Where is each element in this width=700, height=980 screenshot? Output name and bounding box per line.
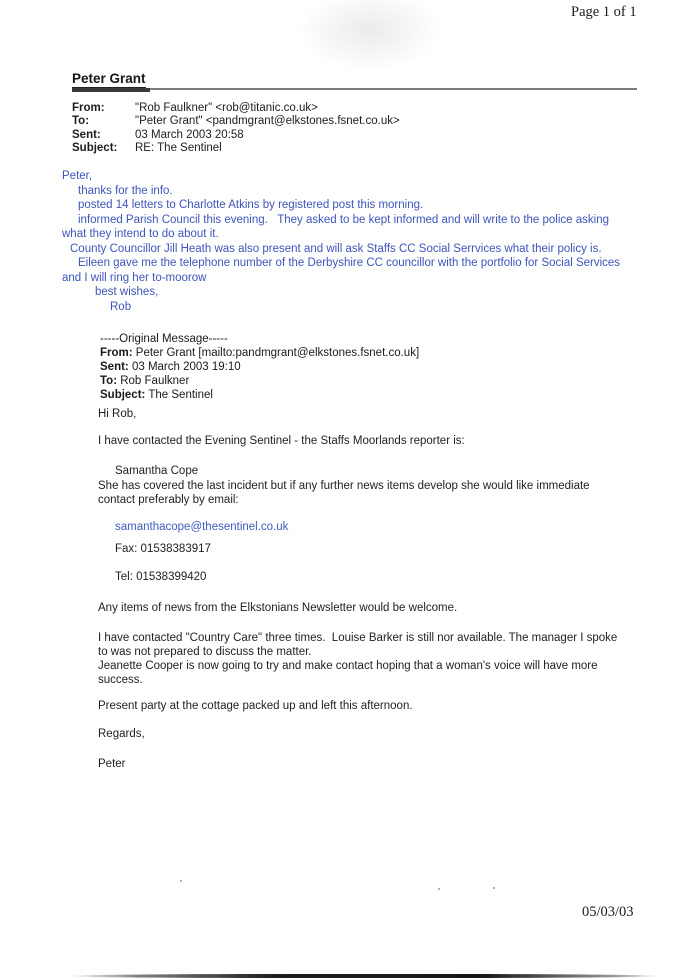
scan-smudge xyxy=(295,0,445,73)
sender-name: Peter Grant xyxy=(72,71,146,86)
original-field-row xyxy=(100,374,419,388)
field-value-sent: 03 March 2003 19:10 xyxy=(131,361,241,373)
field-value-subject: RE: The Sentinel xyxy=(135,142,222,155)
scan-speck xyxy=(438,888,440,890)
original-field-row xyxy=(100,388,419,402)
field-label-subject: Subject: xyxy=(72,142,118,155)
reply-line: thanks for the info. xyxy=(78,184,173,197)
field-value-sent: 03 March 2003 20:58 xyxy=(135,128,244,141)
reply-line: Eileen gave me the telephone number of the Derbyshire CC councillor with the portfolio for Social Services xyxy=(78,257,621,269)
body-line: I have contacted "Country Care" three times. Louise Barker is still nor available. The manager I spoke xyxy=(98,631,618,644)
header-field-row xyxy=(72,142,400,155)
original-field-row xyxy=(100,360,419,374)
field-label-from: From: xyxy=(100,347,133,359)
original-message-header xyxy=(100,332,419,402)
body-line: Samantha Cope xyxy=(115,465,199,478)
body-line-fax: Fax: 01538383917 xyxy=(115,543,211,556)
email-header-fields xyxy=(72,102,400,156)
header-rule-accent xyxy=(72,88,150,92)
reply-line: Peter, xyxy=(62,170,93,182)
body-line: Hi Rob, xyxy=(98,408,137,420)
field-value-from: Peter Grant [mailto:pandmgrant@elkstones.fsnet.co.uk] xyxy=(135,347,420,359)
field-label-sent: Sent: xyxy=(72,128,101,141)
message-body xyxy=(98,407,654,771)
body-signature: Peter xyxy=(98,758,126,771)
body-line: Present party at the cottage packed up and left this afternoon. xyxy=(98,699,413,712)
page-number: Page 1 of 1 xyxy=(571,4,637,20)
original-field-row xyxy=(100,346,419,360)
body-line: Jeanette Cooper is now going to try and make contact hoping that a woman's voice will have more xyxy=(98,660,598,673)
body-line-tel: Tel: 01538399420 xyxy=(115,571,207,584)
body-line: She has covered the last incident but if any further news items develop she would like immediate xyxy=(98,479,590,492)
field-value-from: "Rob Faulkner" <rob@titanic.co.uk> xyxy=(135,102,318,114)
email-link: samanthacope@thesentinel.co.uk xyxy=(115,521,289,534)
reply-line: what they intend to do about it. xyxy=(62,228,219,240)
body-signoff: Regards, xyxy=(98,727,145,740)
header-rule xyxy=(72,88,637,90)
scan-artifact-line xyxy=(68,974,660,978)
body-line: I have contacted the Evening Sentinel - the Staffs Moorlands reporter is: xyxy=(98,435,465,448)
footer-date: 05/03/03 xyxy=(582,904,634,920)
field-label-from: From: xyxy=(72,102,105,114)
header-field-row xyxy=(72,115,400,128)
reply-line: posted 14 letters to Charlotte Atkins by registered post this morning. xyxy=(78,199,424,211)
body-line: to was not prepared to discuss the matter. xyxy=(98,646,312,659)
reply-signoff: best wishes, xyxy=(95,286,159,298)
header-field-row xyxy=(72,102,400,115)
reply-line: informed Parish Council this evening. They asked to be kept informed and will write to the police asking xyxy=(78,213,609,226)
field-value-subject: The Sentinel xyxy=(148,389,213,401)
body-line: Any items of news from the Elkstonians Newsletter would be welcome. xyxy=(98,601,458,614)
scan-speck xyxy=(180,880,182,882)
field-value-to: "Peter Grant" <pandmgrant@elkstones.fsnet.co.uk> xyxy=(135,115,400,128)
field-label-to: To: xyxy=(100,375,118,387)
field-label-sent: Sent: xyxy=(100,361,129,373)
reply-line: and I will ring her to-moorow xyxy=(62,271,207,284)
body-line: contact preferably by email: xyxy=(98,493,239,506)
header-field-row xyxy=(72,129,400,142)
reply-signature: Rob xyxy=(110,300,132,313)
body-line: success. xyxy=(98,674,143,687)
reply-message xyxy=(62,169,654,314)
field-label-to: To: xyxy=(72,115,90,128)
reply-line: County Councillor Jill Heath was also present and will ask Staffs CC Social Serrvices what their policy is. xyxy=(70,242,602,255)
original-message-separator: -----Original Message----- xyxy=(100,333,228,345)
field-value-to: Rob Faulkner xyxy=(120,375,190,387)
scan-speck xyxy=(493,887,495,889)
field-label-subject: Subject: xyxy=(100,389,146,401)
